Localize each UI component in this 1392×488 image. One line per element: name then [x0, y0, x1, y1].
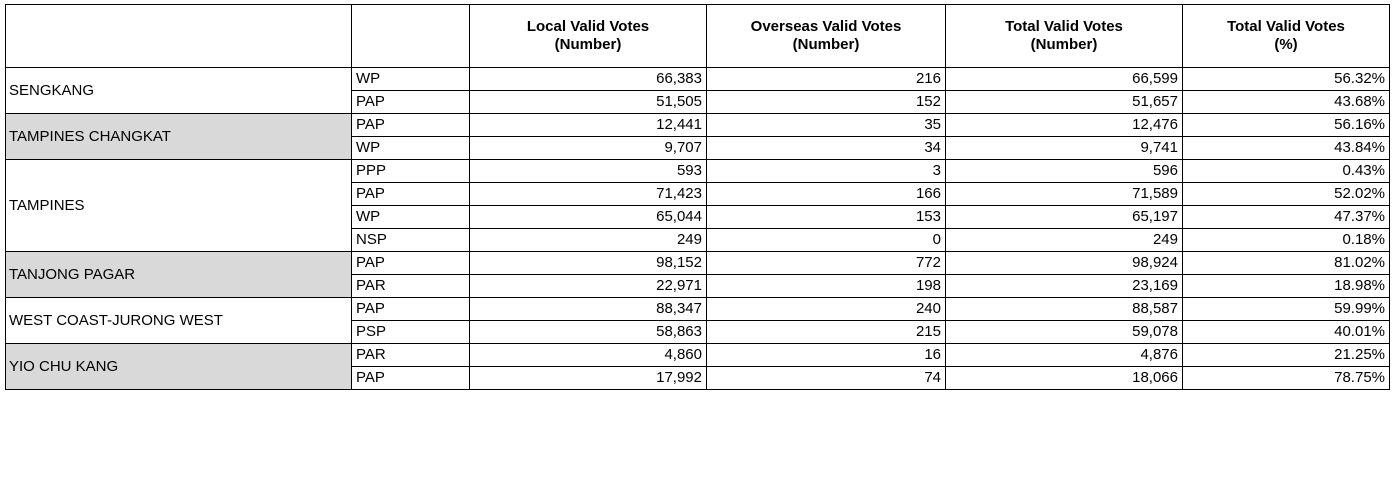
constituency-name: SENGKANG — [6, 68, 352, 114]
total-votes-pct-cell: 18.98% — [1183, 275, 1390, 298]
table-row — [6, 114, 1390, 137]
constituency-name: TANJONG PAGAR — [6, 252, 352, 298]
table-row — [6, 298, 1390, 321]
total-votes-cell: 66,599 — [946, 68, 1183, 91]
total-votes-pct-cell: 0.18% — [1183, 229, 1390, 252]
overseas-votes-cell: 240 — [707, 298, 946, 321]
results-body — [6, 68, 1390, 390]
total-votes-pct-cell: 52.02% — [1183, 183, 1390, 206]
total-votes-cell: 249 — [946, 229, 1183, 252]
party-cell: PAP — [352, 114, 470, 137]
total-votes-cell: 51,657 — [946, 91, 1183, 114]
party-cell: PAR — [352, 344, 470, 367]
party-cell: NSP — [352, 229, 470, 252]
party-cell: PAP — [352, 252, 470, 275]
total-votes-cell: 12,476 — [946, 114, 1183, 137]
total-votes-pct-cell: 78.75% — [1183, 367, 1390, 390]
results-table-container — [5, 4, 1390, 390]
total-votes-cell: 71,589 — [946, 183, 1183, 206]
header-party — [352, 5, 470, 68]
local-votes-cell: 17,992 — [470, 367, 707, 390]
total-votes-cell: 65,197 — [946, 206, 1183, 229]
header-overseas-valid-votes: Overseas Valid Votes (Number) — [707, 5, 946, 68]
overseas-votes-cell: 772 — [707, 252, 946, 275]
header-local-valid-votes: Local Valid Votes (Number) — [470, 5, 707, 68]
party-cell: PAP — [352, 298, 470, 321]
total-votes-cell: 23,169 — [946, 275, 1183, 298]
total-votes-pct-cell: 56.16% — [1183, 114, 1390, 137]
overseas-votes-cell: 74 — [707, 367, 946, 390]
party-cell: WP — [352, 137, 470, 160]
party-cell: PAP — [352, 367, 470, 390]
total-votes-pct-cell: 47.37% — [1183, 206, 1390, 229]
local-votes-cell: 9,707 — [470, 137, 707, 160]
local-votes-cell: 98,152 — [470, 252, 707, 275]
overseas-votes-cell: 35 — [707, 114, 946, 137]
total-votes-pct-cell: 43.84% — [1183, 137, 1390, 160]
party-cell: WP — [352, 206, 470, 229]
total-votes-pct-cell: 21.25% — [1183, 344, 1390, 367]
party-cell: WP — [352, 68, 470, 91]
total-votes-pct-cell: 81.02% — [1183, 252, 1390, 275]
local-votes-cell: 71,423 — [470, 183, 707, 206]
total-votes-pct-cell: 43.68% — [1183, 91, 1390, 114]
table-row — [6, 160, 1390, 183]
overseas-votes-cell: 215 — [707, 321, 946, 344]
local-votes-cell: 249 — [470, 229, 707, 252]
total-votes-cell: 596 — [946, 160, 1183, 183]
total-votes-pct-cell: 0.43% — [1183, 160, 1390, 183]
table-row — [6, 344, 1390, 367]
local-votes-cell: 593 — [470, 160, 707, 183]
constituency-name: YIO CHU KANG — [6, 344, 352, 390]
overseas-votes-cell: 0 — [707, 229, 946, 252]
local-votes-cell: 65,044 — [470, 206, 707, 229]
local-votes-cell: 22,971 — [470, 275, 707, 298]
local-votes-cell: 4,860 — [470, 344, 707, 367]
header-row — [6, 5, 1390, 68]
total-votes-cell: 59,078 — [946, 321, 1183, 344]
party-cell: PAR — [352, 275, 470, 298]
party-cell: PSP — [352, 321, 470, 344]
constituency-name: TAMPINES — [6, 160, 352, 252]
overseas-votes-cell: 216 — [707, 68, 946, 91]
election-results-table — [5, 4, 1390, 390]
local-votes-cell: 66,383 — [470, 68, 707, 91]
local-votes-cell: 12,441 — [470, 114, 707, 137]
party-cell: PAP — [352, 91, 470, 114]
total-votes-cell: 88,587 — [946, 298, 1183, 321]
table-row — [6, 252, 1390, 275]
total-votes-cell: 98,924 — [946, 252, 1183, 275]
header-total-valid-votes: Total Valid Votes (Number) — [946, 5, 1183, 68]
overseas-votes-cell: 3 — [707, 160, 946, 183]
local-votes-cell: 51,505 — [470, 91, 707, 114]
overseas-votes-cell: 152 — [707, 91, 946, 114]
overseas-votes-cell: 153 — [707, 206, 946, 229]
total-votes-cell: 18,066 — [946, 367, 1183, 390]
table-row — [6, 68, 1390, 91]
local-votes-cell: 58,863 — [470, 321, 707, 344]
constituency-name: WEST COAST-JURONG WEST — [6, 298, 352, 344]
header-total-valid-votes-pct: Total Valid Votes (%) — [1183, 5, 1390, 68]
total-votes-pct-cell: 40.01% — [1183, 321, 1390, 344]
overseas-votes-cell: 166 — [707, 183, 946, 206]
local-votes-cell: 88,347 — [470, 298, 707, 321]
total-votes-pct-cell: 59.99% — [1183, 298, 1390, 321]
overseas-votes-cell: 16 — [707, 344, 946, 367]
overseas-votes-cell: 198 — [707, 275, 946, 298]
party-cell: PAP — [352, 183, 470, 206]
header-constituency — [6, 5, 352, 68]
overseas-votes-cell: 34 — [707, 137, 946, 160]
total-votes-cell: 4,876 — [946, 344, 1183, 367]
constituency-name: TAMPINES CHANGKAT — [6, 114, 352, 160]
total-votes-cell: 9,741 — [946, 137, 1183, 160]
party-cell: PPP — [352, 160, 470, 183]
total-votes-pct-cell: 56.32% — [1183, 68, 1390, 91]
